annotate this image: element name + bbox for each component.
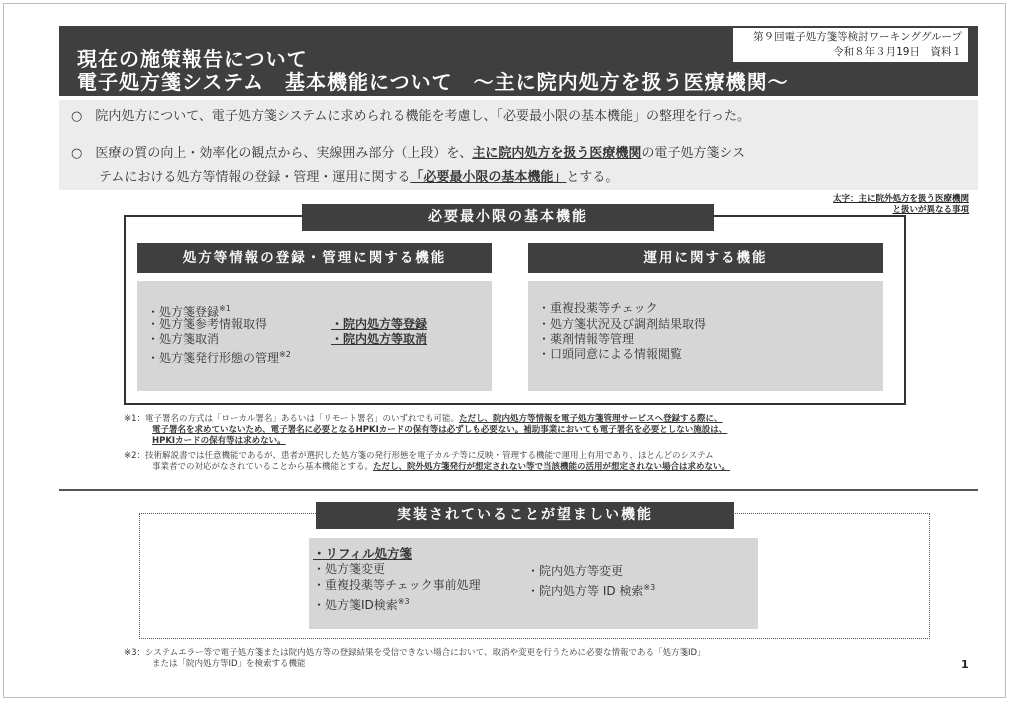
list-item: ・処方箋参考情報取得 (147, 317, 268, 331)
intro-bullet-2-continued (99, 166, 618, 185)
section-divider (59, 489, 978, 491)
operation-header: 運用に関する機能 (528, 243, 883, 273)
optional-functions-panel (309, 538, 758, 629)
intro-bullet-2-text-end: の電子処方箋シス (641, 146, 745, 161)
legend-note-line2: と扱いが異なる事項 (892, 205, 969, 215)
intro-bullet-2-text-tail: とする。 (566, 170, 619, 185)
list-item: ・薬剤情報等管理 (538, 332, 635, 346)
list-item: ・処方箋変更 (313, 562, 386, 576)
footnote-3-line1: ※3：システムエラー等で電子処方箋または院内処方等の登録結果を受信できない場合において、取消や変更を行うために必要な情報である「処方箋ID」 (124, 648, 706, 658)
footnote-ref: ※3 (397, 597, 410, 606)
intro-bullet-2 (71, 142, 745, 161)
basic-functions-frame (124, 209, 906, 405)
footnote-ref: ※2 (279, 350, 291, 359)
registration-panel (137, 281, 492, 391)
page-number: 1 (961, 658, 969, 671)
list-item: ・院内処方等変更 (527, 564, 624, 578)
bold-list-item: ・院内処方等取消 (331, 332, 428, 346)
list-item (527, 580, 655, 599)
legend-note-line1: 太字：主に院外処方を扱う医療機関 (832, 194, 969, 204)
intro-panel (59, 100, 978, 190)
intro-bullet-2-text-cont: テムにおける処方等情報の登録・管理・運用に関する (99, 170, 411, 185)
operation-panel (528, 281, 883, 391)
bold-list-item: ・院内処方等登録 (331, 317, 428, 331)
meeting-name: 第９回電子処方箋等検討ワーキンググループ (753, 31, 962, 43)
footnote-text: 事業者での対応がなされていることから基本機能とする。 (152, 462, 374, 472)
meeting-info-box (733, 28, 968, 62)
optional-functions-frame (139, 507, 930, 639)
meeting-date: 令和８年３月19日 資料１ (833, 46, 962, 58)
footnote-text: ※1：電子署名の方式は「ローカル署名」あるいは「リモート署名」のいずれでも可能。 (124, 414, 460, 424)
item-text: ・処方箋ID検索 (313, 598, 398, 612)
slide (3, 3, 1006, 698)
footnote-1-line2: 電子署名を求めていないため、電子署名に必要となるHPKIカードの保有等は必ずしも必要ない。補助事業においても電子署名を必要としない施設は、 (152, 425, 728, 435)
footnote-ref: ※1 (219, 304, 231, 313)
page-title-line2: 電子処方箋システム 基本機能について ～主に院内処方を扱う医療機関～ (77, 70, 789, 94)
list-item: ・口頭同意による情報閲覧 (538, 347, 683, 361)
optional-functions-title: 実装されていることが望ましい機能 (316, 502, 734, 529)
intro-bullet-2-text: ○ 医療の質の向上・効率化の観点から、実線囲み部分（上段）を、 (71, 146, 473, 161)
intro-bullet-2-emphasis: 主に院内処方を扱う医療機関 (472, 146, 642, 161)
title-banner (59, 26, 978, 96)
basic-functions-title: 必要最小限の基本機能 (302, 204, 714, 231)
footnote-ref: ※3 (643, 583, 656, 592)
list-item: ・重複投薬等チェック (538, 301, 658, 315)
bold-list-item: ・リフィル処方箋 (313, 546, 413, 561)
item-text: ・処方箋登録 (147, 305, 220, 319)
list-item: ・処方箋取消 (147, 332, 220, 346)
footnote-2-line1: ※2：技術解説書では任意機能であるが、患者が選択した処方箋の発行形態を電子カルテ等に反映・管理する機能で運用上有用であり、ほとんどのシステム (124, 451, 714, 461)
footnote-1-line1 (124, 414, 723, 425)
footnote-3-line2: または「院内処方等ID」を検索する機能 (152, 659, 306, 669)
page-title-line1: 現在の施策報告について (77, 47, 308, 71)
item-text: ・院内処方等 ID 検索 (527, 584, 644, 598)
footnote-2-line2 (152, 462, 730, 473)
footnote-emphasis: ただし、院外処方箋発行が想定されない等で当該機能の活用が想定されない場合は求めない。 (373, 462, 731, 472)
intro-bullet-1: ○ 院内処方について、電子処方箋システムに求められる機能を考慮し、「必要最小限の基本機能」の整理を行った。 (71, 109, 751, 124)
footnote-emphasis: ただし、院内処方等情報を電子処方箋管理サービスへ登録する際に、 (459, 414, 723, 424)
list-item (313, 594, 410, 613)
list-item: ・重複投薬等チェック事前処理 (313, 578, 481, 592)
item-text: ・処方箋発行形態の管理 (147, 351, 280, 365)
bold-legend-note (764, 194, 969, 216)
list-item: ・処方箋状況及び調剤結果取得 (538, 317, 707, 331)
footnote-1-line3: HPKIカードの保有等は求めない。 (152, 436, 286, 446)
list-item (147, 347, 291, 366)
intro-bullet-2-emphasis-2: 「必要最小限の基本機能」 (410, 170, 567, 185)
registration-header: 処方等情報の登録・管理に関する機能 (137, 243, 492, 273)
